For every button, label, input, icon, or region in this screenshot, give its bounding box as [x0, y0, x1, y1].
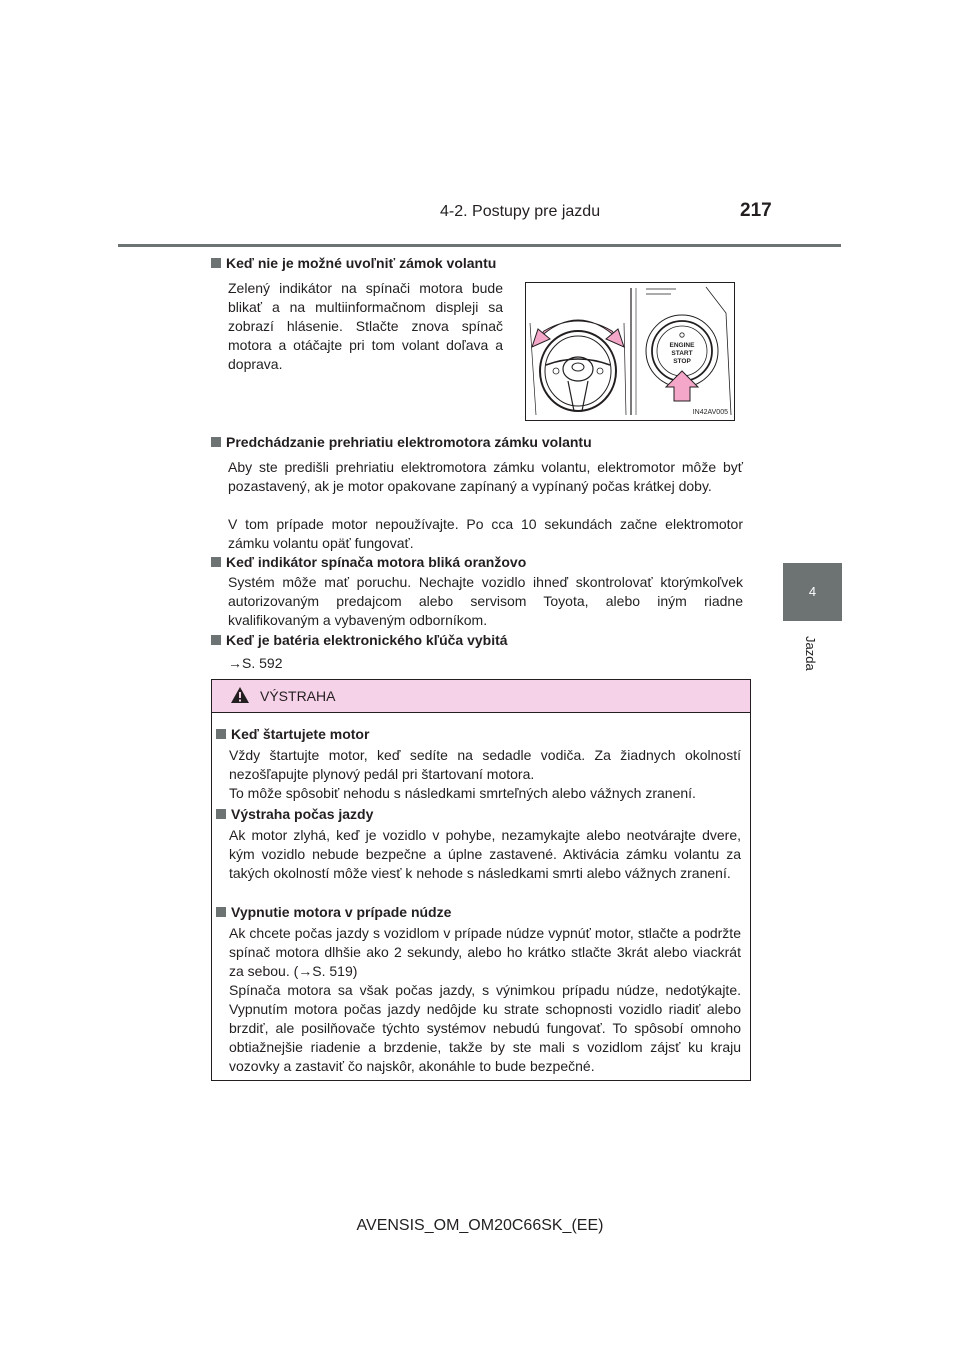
- button-text-stop: STOP: [673, 358, 691, 365]
- page-number: 217: [740, 200, 772, 221]
- button-text-start: START: [671, 350, 693, 357]
- button-text-engine: ENGINE: [669, 342, 695, 349]
- chapter-tab: 4: [783, 563, 842, 621]
- warning-item-heading: Vypnutie motora v prípade núdze: [216, 904, 451, 920]
- warning-title: VÝSTRAHA: [260, 688, 336, 704]
- section-body: Systém môže mať poruchu. Nechajte vozidlo ihneď skontrolovať ktorýmkoľvek autorizovaným predajcom alebo servisom Toyota, alebo iným riadne kvalifikovaným a vybaveným odborníkom.: [228, 574, 743, 628]
- warning-item-heading: Výstraha počas jazdy: [216, 806, 373, 822]
- section-heading: Keď indikátor spínača motora bliká oranžovo: [211, 554, 526, 570]
- bullet-square-icon: [211, 557, 221, 567]
- section-title: 4-2. Postupy pre jazdu: [440, 203, 601, 220]
- figure-code: IN42AV005: [692, 409, 728, 416]
- bullet-square-icon: [211, 437, 221, 447]
- section-body: Zelený indikátor na spínači motora bude blikať a na multiinformačnom displeji sa zobrazí hlásenie. Stlačte znova spínač motora a otáčajte pri tom volant doľava a doprava.: [228, 280, 503, 372]
- section-heading: Predchádzanie prehriatiu elektromotora zámku volantu: [211, 434, 592, 450]
- document-code: AVENSIS_OM_OM20C66SK_(EE): [356, 1217, 604, 1234]
- warning-item-body: Vždy štartujte motor, keď sedíte na sedadle vodiča. Za žiadnych okolností nezošľapujte plynový pedál pri štartovaní motora.: [229, 747, 741, 782]
- header-rule: [118, 244, 841, 247]
- warning-item-body: Spínača motora sa však počas jazdy, s výnimkou prípadu núdze, nedotýkajte. Vypnutím motora počas jazdy nedôjde ku strate schopnosti vozidlo riadiť alebo brzdiť, ale posilňovače týchto systémov nebudú fungovať. To spôsobí omnoho obtiažnejšie riadenie a brzdenie, takže by ste mali s vozidlom zájsť ku kraju vozovky a zastaviť čo najskôr, akonáhle to bude bezpečné.: [229, 982, 741, 1074]
- bullet-square-icon: [211, 635, 221, 645]
- warning-triangle-icon: [230, 686, 250, 704]
- bullet-square-icon: [216, 729, 226, 739]
- chapter-label: Jazda: [803, 636, 818, 671]
- section-heading: Keď nie je možné uvoľniť zámok volantu: [211, 255, 496, 271]
- section-heading: Keď je batéria elektronického kľúča vybitá: [211, 632, 508, 648]
- bullet-square-icon: [216, 809, 226, 819]
- warning-item-body: Ak motor zlyhá, keď je vozidlo v pohybe, nezamykajte alebo neotvárajte dvere, kým vozidlo nebude bezpečne a úplne zastavené. Aktivácia zámku volantu za takých okolností môže viesť k nehode s následkami smrti alebo vážnych zranení.: [229, 827, 741, 881]
- warning-header: [212, 680, 750, 713]
- warning-item-body: To môže spôsobiť nehodu s následkami smrteľných alebo vážnych zranení.: [229, 785, 696, 801]
- bullet-square-icon: [216, 907, 226, 917]
- engine-switch-illustration: [525, 282, 735, 421]
- page-reference: →S. 592: [228, 655, 283, 671]
- steering-wheel-illustration: [526, 283, 734, 420]
- bullet-square-icon: [211, 258, 221, 268]
- warning-item-heading: Keď štartujete motor: [216, 726, 369, 742]
- section-body: Aby ste predišli prehriatiu elektromotora zámku volantu, elektromotor môže byť pozastavený, ak je motor opakovane zapínaný a vypínaný počas krátkej doby.: [228, 459, 743, 494]
- warning-box: [211, 679, 751, 1081]
- section-body: V tom prípade motor nepoužívajte. Po cca 10 sekundách začne elektromotor zámku volantu opäť fungovať.: [228, 516, 743, 551]
- warning-item-body: Ak chcete počas jazdy s vozidlom v prípade núdze vypnúť motor, stlačte a podržte spínač motora dlhšie ako 2 sekundy, alebo ho krátko stlačte 3krát alebo viackrát za sebou. (→S. 519): [229, 925, 741, 979]
